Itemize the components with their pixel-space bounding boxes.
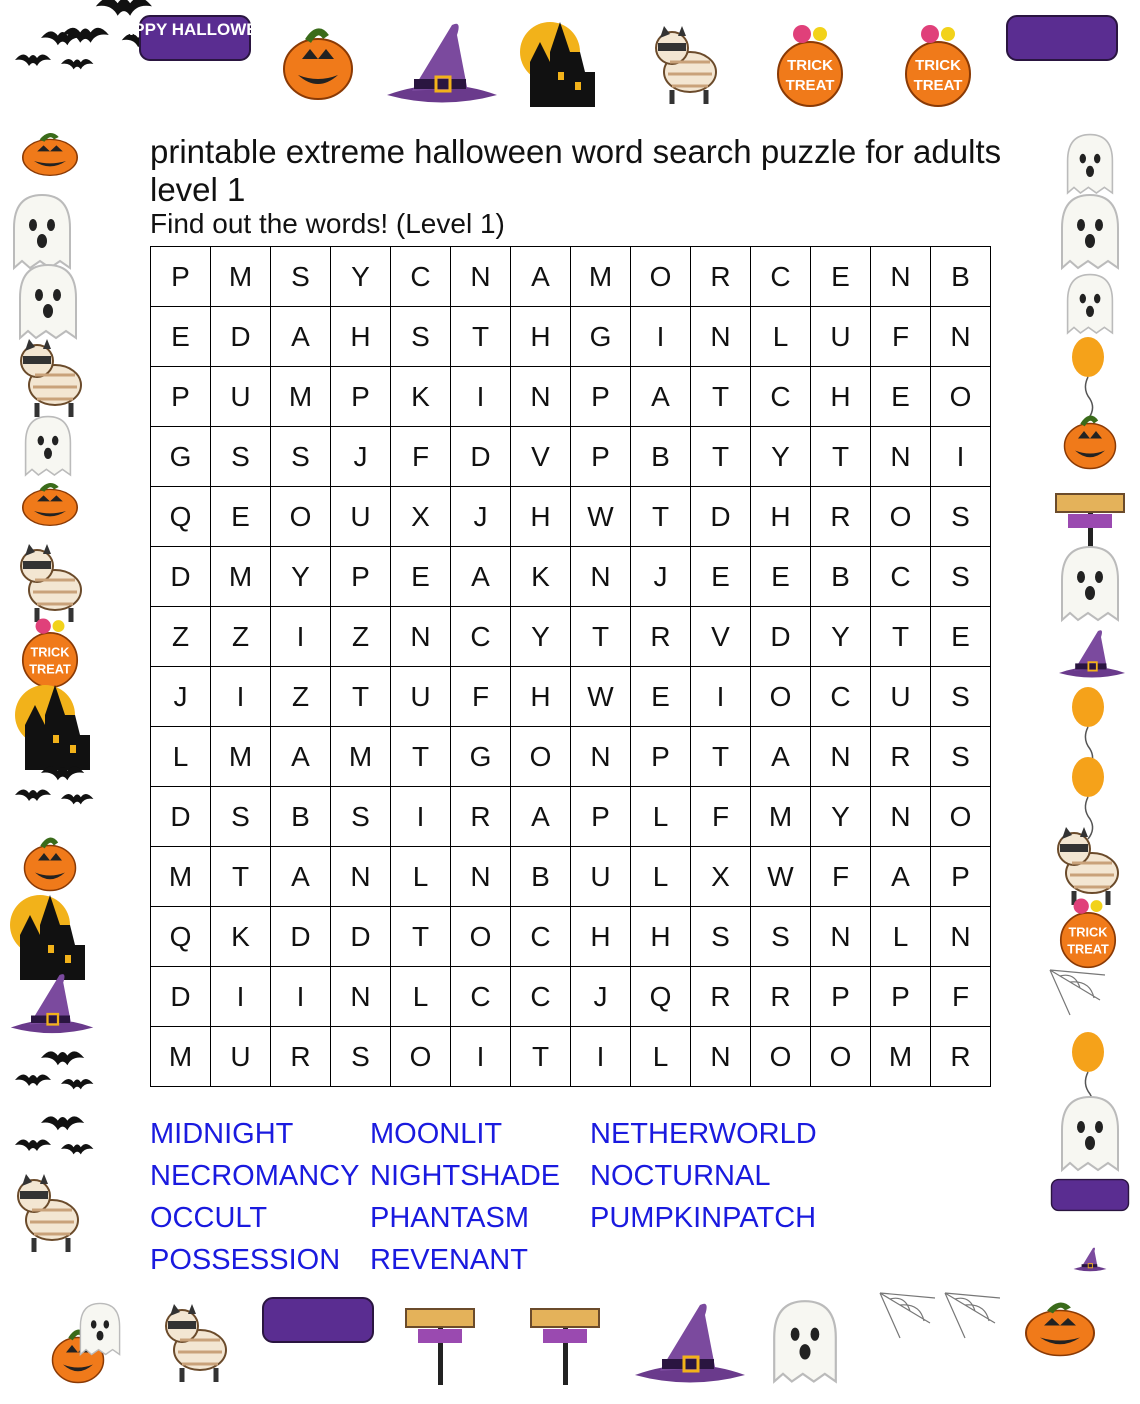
grid-cell[interactable]: N [931, 907, 991, 967]
grid-cell[interactable]: Y [811, 607, 871, 667]
puzzle-subtitle: Find out the words! (Level 1) [150, 208, 505, 239]
grid-cell[interactable]: N [571, 727, 631, 787]
halloween-badge-icon [1007, 16, 1117, 60]
grid-cell[interactable]: T [211, 847, 271, 907]
mummy-cat-icon [166, 1304, 226, 1382]
pumpkin-icon [284, 32, 352, 99]
grid-cell[interactable]: P [571, 427, 631, 487]
word-list-item: NETHERWORLD [590, 1118, 817, 1150]
party-sign-icon [531, 1309, 599, 1385]
grid-cell[interactable]: N [451, 247, 511, 307]
grid-cell[interactable]: O [751, 667, 811, 727]
grid-cell[interactable]: V [511, 427, 571, 487]
grid-cell[interactable]: N [871, 247, 931, 307]
grid-cell[interactable]: N [871, 427, 931, 487]
grid-cell[interactable]: E [391, 547, 451, 607]
grid-cell[interactable]: R [451, 787, 511, 847]
grid-cell[interactable]: C [811, 667, 871, 727]
grid-cell[interactable]: K [511, 547, 571, 607]
grid-cell[interactable]: M [151, 847, 211, 907]
grid-cell[interactable]: I [271, 607, 331, 667]
grid-cell[interactable]: O [451, 907, 511, 967]
grid-cell[interactable]: I [631, 307, 691, 367]
grid-cell[interactable]: K [391, 367, 451, 427]
grid-cell[interactable]: P [331, 367, 391, 427]
grid-cell[interactable]: U [391, 667, 451, 727]
grid-row [151, 1027, 991, 1087]
grid-cell[interactable]: N [451, 847, 511, 907]
grid-cell[interactable]: T [691, 427, 751, 487]
trick-or-treat-bucket-icon [1061, 898, 1115, 967]
grid-cell[interactable]: O [751, 1027, 811, 1087]
pumpkin-icon [23, 485, 77, 525]
grid-cell[interactable]: I [691, 667, 751, 727]
grid-cell[interactable]: U [331, 487, 391, 547]
grid-cell[interactable]: E [811, 247, 871, 307]
grid-cell[interactable]: M [271, 367, 331, 427]
ghost-icon [80, 1303, 119, 1354]
grid-cell[interactable]: T [691, 367, 751, 427]
grid-cell[interactable]: P [151, 367, 211, 427]
grid-cell[interactable]: R [931, 1027, 991, 1087]
grid-cell[interactable]: A [751, 727, 811, 787]
grid-cell[interactable]: I [391, 787, 451, 847]
grid-cell[interactable]: S [331, 787, 391, 847]
grid-cell[interactable]: P [571, 787, 631, 847]
grid-cell[interactable]: S [931, 667, 991, 727]
grid-cell[interactable]: F [391, 427, 451, 487]
grid-cell[interactable]: I [451, 367, 511, 427]
grid-cell[interactable]: U [211, 1027, 271, 1087]
grid-cell[interactable]: P [331, 547, 391, 607]
grid-cell[interactable]: F [811, 847, 871, 907]
grid-cell[interactable]: A [511, 247, 571, 307]
grid-cell[interactable]: D [151, 547, 211, 607]
grid-cell[interactable]: X [691, 847, 751, 907]
grid-row [151, 967, 991, 1027]
grid-cell[interactable]: I [211, 667, 271, 727]
ghost-icon [1062, 1097, 1118, 1170]
grid-cell[interactable]: F [871, 307, 931, 367]
grid-cell[interactable]: T [631, 487, 691, 547]
word-list-item: OCCULT [150, 1202, 268, 1234]
grid-cell[interactable]: H [511, 487, 571, 547]
grid-cell[interactable]: Z [211, 607, 271, 667]
right-decoration-border [1040, 125, 1140, 1285]
grid-row [151, 787, 991, 847]
grid-cell[interactable]: S [931, 487, 991, 547]
bottom-decoration-border [0, 1285, 1140, 1404]
mummy-cat-icon [21, 544, 81, 622]
party-sign-icon [406, 1309, 474, 1385]
grid-cell[interactable]: M [331, 727, 391, 787]
grid-cell[interactable]: C [391, 247, 451, 307]
grid-cell[interactable]: Y [331, 247, 391, 307]
badge-text: HAPPY HALLOWEEN [108, 20, 282, 39]
grid-cell[interactable]: L [631, 787, 691, 847]
grid-cell[interactable]: N [871, 787, 931, 847]
grid-cell[interactable]: A [271, 307, 331, 367]
grid-cell[interactable]: C [511, 907, 571, 967]
grid-cell[interactable]: E [151, 307, 211, 367]
grid-cell[interactable]: E [931, 607, 991, 667]
grid-cell[interactable]: B [811, 547, 871, 607]
grid-cell[interactable]: L [631, 847, 691, 907]
grid-row [151, 607, 991, 667]
grid-cell[interactable]: J [631, 547, 691, 607]
grid-cell[interactable]: F [931, 967, 991, 1027]
grid-cell[interactable]: S [751, 907, 811, 967]
grid-cell[interactable]: O [871, 487, 931, 547]
grid-cell[interactable]: N [391, 607, 451, 667]
ghost-icon [1068, 135, 1113, 193]
grid-cell[interactable]: N [691, 307, 751, 367]
pumpkin-icon [1026, 1305, 1094, 1355]
grid-cell[interactable]: M [571, 247, 631, 307]
grid-cell[interactable]: S [211, 787, 271, 847]
ghost-icon [1062, 547, 1118, 620]
halloween-badge-icon [109, 16, 282, 60]
grid-cell[interactable]: T [811, 427, 871, 487]
grid-cell[interactable]: N [511, 367, 571, 427]
grid-cell[interactable]: N [691, 1027, 751, 1087]
grid-cell[interactable]: B [631, 427, 691, 487]
grid-row [151, 847, 991, 907]
grid-cell[interactable]: W [571, 667, 631, 727]
grid-cell[interactable]: H [511, 667, 571, 727]
grid-cell[interactable]: P [931, 847, 991, 907]
grid-cell[interactable]: O [811, 1027, 871, 1087]
grid-cell[interactable]: E [631, 667, 691, 727]
grid-cell[interactable]: P [631, 727, 691, 787]
witch-hat-icon [11, 974, 94, 1033]
grid-cell[interactable]: I [211, 967, 271, 1027]
word-list-item: REVENANT [370, 1244, 528, 1276]
balloon-icon [1072, 757, 1104, 839]
spider-web-icon [945, 1293, 1000, 1338]
trick-or-treat-bucket-icon [23, 618, 77, 687]
grid-row [151, 667, 991, 727]
grid-cell[interactable]: R [751, 967, 811, 1027]
grid-cell[interactable]: A [271, 847, 331, 907]
grid-cell[interactable]: V [691, 607, 751, 667]
grid-cell[interactable]: M [211, 547, 271, 607]
grid-cell[interactable]: E [871, 367, 931, 427]
grid-cell[interactable]: Z [331, 607, 391, 667]
spider-web-icon [1050, 970, 1105, 1015]
grid-cell[interactable]: M [751, 787, 811, 847]
grid-cell[interactable]: Q [631, 967, 691, 1027]
grid-cell[interactable]: A [271, 727, 331, 787]
grid-cell[interactable]: N [331, 847, 391, 907]
ghost-icon [26, 417, 71, 475]
haunted-house-icon [15, 685, 90, 770]
grid-cell[interactable]: D [151, 967, 211, 1027]
grid-row [151, 367, 991, 427]
grid-cell[interactable]: Y [271, 547, 331, 607]
halloween-badge-icon [1052, 1180, 1129, 1211]
grid-cell[interactable]: C [751, 367, 811, 427]
grid-cell[interactable]: L [751, 307, 811, 367]
grid-cell[interactable]: Y [751, 427, 811, 487]
grid-cell[interactable]: O [511, 727, 571, 787]
top-decoration-border [0, 0, 1140, 125]
grid-cell[interactable]: N [811, 727, 871, 787]
grid-cell[interactable]: L [631, 1027, 691, 1087]
grid-cell[interactable]: D [151, 787, 211, 847]
word-list-item: MIDNIGHT [150, 1118, 294, 1150]
grid-cell[interactable]: T [691, 727, 751, 787]
grid-cell[interactable]: M [151, 1027, 211, 1087]
bats-icon [15, 1051, 93, 1089]
grid-cell[interactable]: M [211, 247, 271, 307]
bats-icon [15, 1116, 93, 1154]
grid-cell[interactable]: Z [151, 607, 211, 667]
grid-cell[interactable]: T [511, 1027, 571, 1087]
witch-hat-icon [1074, 1248, 1107, 1272]
grid-cell[interactable]: Q [151, 907, 211, 967]
grid-cell[interactable]: M [211, 727, 271, 787]
witch-hat-icon [387, 24, 497, 103]
word-list-item: MOONLIT [370, 1118, 503, 1150]
grid-cell[interactable]: Y [811, 787, 871, 847]
word-list-item: PUMPKINPATCH [590, 1202, 817, 1234]
mummy-cat-icon [21, 339, 81, 417]
grid-cell[interactable]: A [631, 367, 691, 427]
grid-cell[interactable]: L [391, 847, 451, 907]
grid-cell[interactable]: P [871, 967, 931, 1027]
word-list-item: NOCTURNAL [590, 1160, 771, 1192]
grid-cell[interactable]: H [511, 307, 571, 367]
grid-cell[interactable]: B [931, 247, 991, 307]
grid-cell[interactable]: R [811, 487, 871, 547]
grid-cell[interactable]: O [391, 1027, 451, 1087]
grid-cell[interactable]: D [751, 607, 811, 667]
grid-cell[interactable]: B [271, 787, 331, 847]
grid-cell[interactable]: K [211, 907, 271, 967]
grid-cell[interactable]: D [271, 907, 331, 967]
grid-cell[interactable]: S [931, 727, 991, 787]
grid-cell[interactable]: A [451, 547, 511, 607]
grid-cell[interactable]: R [871, 727, 931, 787]
ghost-icon [1068, 275, 1113, 333]
grid-cell[interactable]: R [631, 607, 691, 667]
grid-cell[interactable]: O [931, 787, 991, 847]
grid-cell[interactable]: U [211, 367, 271, 427]
grid-cell[interactable]: I [571, 1027, 631, 1087]
grid-cell[interactable]: O [271, 487, 331, 547]
grid-cell[interactable]: J [331, 427, 391, 487]
balloon-icon [1072, 687, 1104, 769]
ghost-icon [14, 195, 70, 268]
grid-cell[interactable]: I [451, 1027, 511, 1087]
grid-row [151, 427, 991, 487]
grid-cell[interactable]: S [931, 547, 991, 607]
grid-cell[interactable]: H [571, 907, 631, 967]
grid-cell[interactable]: F [451, 667, 511, 727]
grid-cell[interactable]: W [751, 847, 811, 907]
grid-cell[interactable]: X [391, 487, 451, 547]
grid-cell[interactable]: R [691, 247, 751, 307]
grid-cell[interactable]: Q [151, 487, 211, 547]
grid-cell[interactable]: S [271, 427, 331, 487]
grid-cell[interactable]: P [571, 367, 631, 427]
grid-cell[interactable]: S [391, 307, 451, 367]
grid-row [151, 727, 991, 787]
word-list-item: POSSESSION [150, 1244, 341, 1276]
grid-cell[interactable]: S [271, 247, 331, 307]
grid-cell[interactable]: N [571, 547, 631, 607]
grid-cell[interactable]: O [631, 247, 691, 307]
grid-cell[interactable]: I [271, 967, 331, 1027]
grid-cell[interactable]: U [811, 307, 871, 367]
balloon-icon [1072, 337, 1104, 419]
grid-cell[interactable]: S [331, 1027, 391, 1087]
witch-hat-icon [1059, 630, 1125, 677]
grid-cell[interactable]: B [511, 847, 571, 907]
grid-cell[interactable]: N [811, 907, 871, 967]
grid-cell[interactable]: U [871, 667, 931, 727]
grid-cell[interactable]: H [631, 907, 691, 967]
grid-cell[interactable]: S [691, 907, 751, 967]
grid-row [151, 547, 991, 607]
grid-cell[interactable]: O [931, 367, 991, 427]
grid-cell[interactable]: T [331, 667, 391, 727]
grid-cell[interactable]: C [451, 967, 511, 1027]
grid-row [151, 307, 991, 367]
page-title: printable extreme halloween word search puzzle for adults level 1 [150, 133, 1002, 208]
grid-cell[interactable]: C [511, 967, 571, 1027]
grid-cell[interactable]: E [691, 547, 751, 607]
grid-cell[interactable]: H [331, 307, 391, 367]
grid-cell[interactable]: L [391, 967, 451, 1027]
word-list-item: PHANTASM [370, 1202, 529, 1234]
grid-cell[interactable]: E [211, 487, 271, 547]
grid-cell[interactable]: W [571, 487, 631, 547]
haunted-house-icon [10, 895, 85, 980]
grid-cell[interactable]: J [451, 487, 511, 547]
trick-or-treat-bucket-icon [906, 25, 970, 106]
haunted-house-icon [520, 22, 595, 107]
word-list [150, 1114, 1030, 1282]
trick-or-treat-bucket-icon [778, 25, 842, 106]
grid-cell[interactable]: G [151, 427, 211, 487]
grid-cell[interactable]: D [331, 907, 391, 967]
grid-cell[interactable]: N [331, 967, 391, 1027]
grid-cell[interactable]: D [211, 307, 271, 367]
grid-cell[interactable]: N [931, 307, 991, 367]
grid-cell[interactable]: T [391, 907, 451, 967]
grid-cell[interactable]: T [871, 607, 931, 667]
word-search-grid [150, 246, 991, 1087]
grid-cell[interactable]: C [751, 247, 811, 307]
grid-cell[interactable]: P [151, 247, 211, 307]
witch-hat-icon [635, 1304, 745, 1383]
grid-cell[interactable]: T [391, 727, 451, 787]
grid-cell[interactable]: J [151, 667, 211, 727]
grid-cell[interactable]: U [571, 847, 631, 907]
grid-cell[interactable]: C [451, 607, 511, 667]
grid-row [151, 487, 991, 547]
grid-cell[interactable]: J [571, 967, 631, 1027]
grid-cell[interactable]: T [451, 307, 511, 367]
grid-row [151, 247, 991, 307]
mummy-cat-icon [656, 26, 716, 104]
grid-cell[interactable]: G [451, 727, 511, 787]
grid-cell[interactable]: L [871, 907, 931, 967]
grid-cell[interactable]: R [691, 967, 751, 1027]
ghost-icon [1062, 195, 1118, 268]
grid-row [151, 907, 991, 967]
grid-cell[interactable]: C [871, 547, 931, 607]
pumpkin-icon [1065, 418, 1116, 468]
left-decoration-border [0, 125, 100, 1285]
bats-icon [15, 766, 93, 804]
grid-cell[interactable]: D [691, 487, 751, 547]
grid-cell[interactable]: E [751, 547, 811, 607]
grid-cell[interactable]: I [931, 427, 991, 487]
grid-cell[interactable]: T [571, 607, 631, 667]
ghost-icon [774, 1301, 836, 1381]
grid-cell[interactable]: G [571, 307, 631, 367]
grid-cell[interactable]: A [511, 787, 571, 847]
grid-cell[interactable]: M [871, 1027, 931, 1087]
halloween-badge-icon [263, 1298, 373, 1342]
grid-cell[interactable]: A [871, 847, 931, 907]
ghost-icon [20, 265, 76, 338]
word-list-item: NECROMANCY [150, 1160, 360, 1192]
grid-cell[interactable]: H [811, 367, 871, 427]
grid-cell[interactable]: F [691, 787, 751, 847]
grid-cell[interactable]: R [271, 1027, 331, 1087]
grid-cell[interactable]: S [211, 427, 271, 487]
grid-cell[interactable]: Y [511, 607, 571, 667]
word-list-item: NIGHTSHADE [370, 1160, 561, 1192]
mummy-cat-icon [18, 1174, 78, 1252]
grid-cell[interactable]: P [811, 967, 871, 1027]
spider-web-icon [880, 1293, 935, 1338]
pumpkin-icon [23, 135, 77, 175]
pumpkin-icon [25, 840, 76, 890]
grid-cell[interactable]: L [151, 727, 211, 787]
grid-cell[interactable]: Z [271, 667, 331, 727]
grid-cell[interactable]: D [451, 427, 511, 487]
grid-cell[interactable]: H [751, 487, 811, 547]
